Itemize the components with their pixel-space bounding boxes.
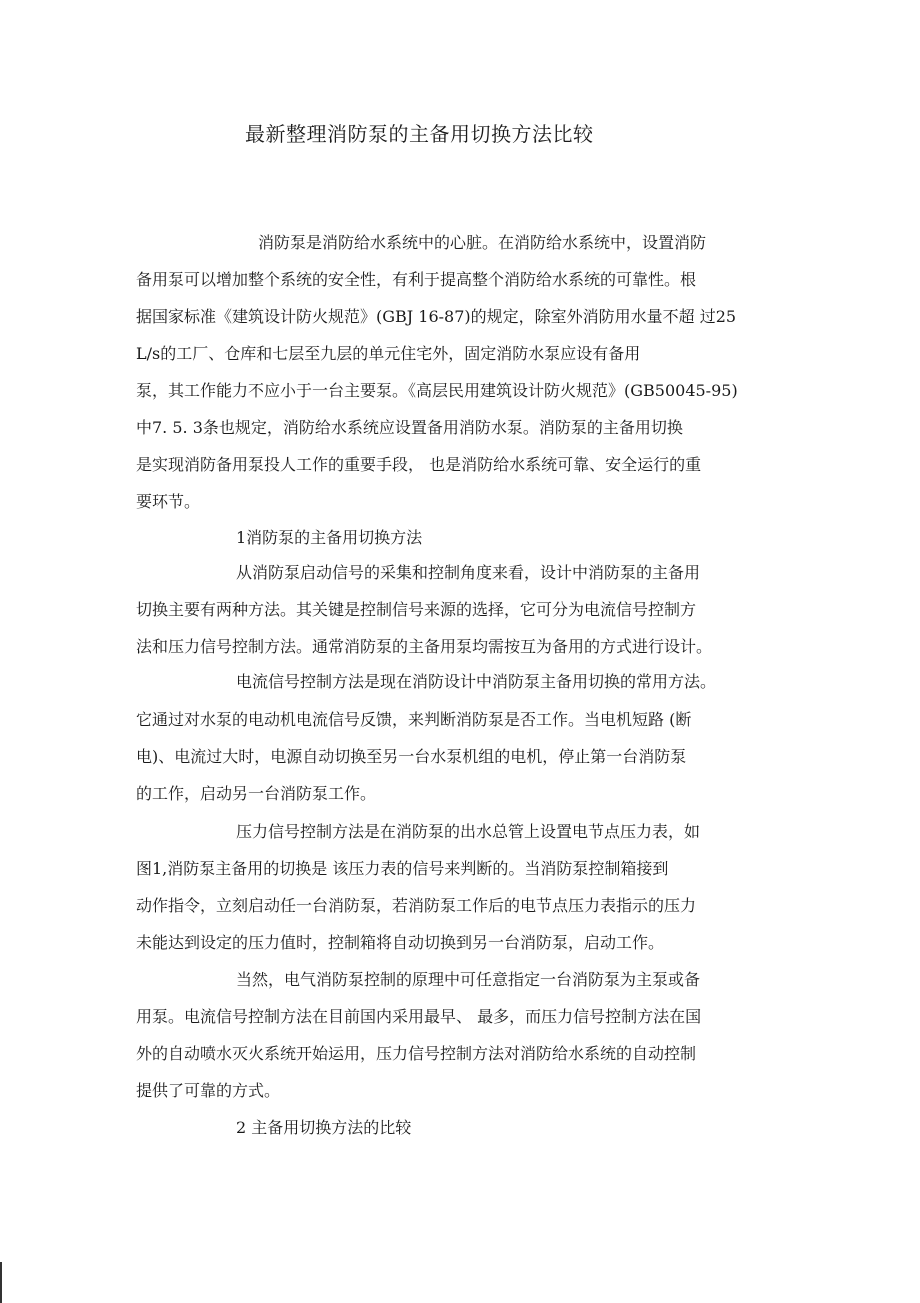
text-line: 要环节。 <box>136 492 201 511</box>
text-line: 电)、电流过大时，电源自动切换至另一台水泵机组的电机，停止第一台消防泵 <box>136 747 687 766</box>
text-line: 提供了可靠的方式。 <box>136 1081 281 1100</box>
text-line: 从消防泵启动信号的采集和控制角度来看，设计中消防泵的主备用 <box>236 563 701 582</box>
text-line: 当然，电气消防泵控制的原理中可任意指定一台消防泵为主泵或备 <box>236 970 701 989</box>
text-line: 法和压力信号控制方法。通常消防泵的主备用泵均需按互为备用的方式进行设计。 <box>136 637 713 656</box>
text-line: 它通过对水泵的电动机电流信号反馈，来判断消防泵是否工作。当电机短路 (断 <box>136 710 692 729</box>
text-line: 切换主要有两种方法。其关键是控制信号来源的选择，它可分为电流信号控制方 <box>136 600 697 619</box>
text-line: 据国家标准《建筑设计防火规范》(GBJ 16-87)的规定，除室外消防用水量不超 过25 <box>136 307 737 326</box>
page-edge-rule <box>0 1262 2 1303</box>
text-line: 中7. 5. 3条也规定，消防给水系统应设置备用消防水泵。消防泵的主备用切换 <box>136 418 683 437</box>
text-line: 消防泵是消防给水系统中的心脏。在消防给水系统中，设置消防 <box>258 233 707 252</box>
text-line: L/s的工厂、仓库和七层至九层的单元住宅外，固定消防水泵应设有备用 <box>136 344 641 363</box>
text-line: 的工作，启动另一台消防泵工作。 <box>136 784 377 803</box>
text-line: 动作指令，立刻启动任一台消防泵，若消防泵工作后的电节点压力表指示的压力 <box>136 896 697 915</box>
section-heading: 1消防泵的主备用切换方法 <box>236 528 423 547</box>
section-heading: 2 主备用切换方法的比较 <box>236 1118 412 1137</box>
text-line: 压力信号控制方法是在消防泵的出水总管上设置电节点压力表，如 <box>236 822 701 841</box>
text-line: 是实现消防备用泵投人工作的重要手段， 也是消防给水系统可靠、安全运行的重 <box>136 455 702 474</box>
document-title: 最新整理消防泵的主备用切换方法比较 <box>245 122 594 146</box>
text-line: 用泵。电流信号控制方法在目前国内采用最早、 最多，而压力信号控制方法在国 <box>136 1007 702 1026</box>
text-line: 外的自动喷水灭火系统开始运用，压力信号控制方法对消防给水系统的自动控制 <box>136 1044 697 1063</box>
text-line: 备用泵可以增加整个系统的安全性，有利于提高整个消防给水系统的可靠性。根 <box>136 270 697 289</box>
text-line: 图1,消防泵主备用的切换是 该压力表的信号来判断的。当消防泵控制箱接到 <box>136 859 669 878</box>
text-line: 未能达到设定的压力值时，控制箱将自动切换到另一台消防泵，启动工作。 <box>136 933 665 952</box>
text-line: 电流信号控制方法是现在消防设计中消防泵主备用切换的常用方法。 <box>236 672 717 691</box>
text-line: 泵，其工作能力不应小于一台主要泵。《高层民用建筑设计防火规范》(GB50045-95) <box>136 381 738 400</box>
